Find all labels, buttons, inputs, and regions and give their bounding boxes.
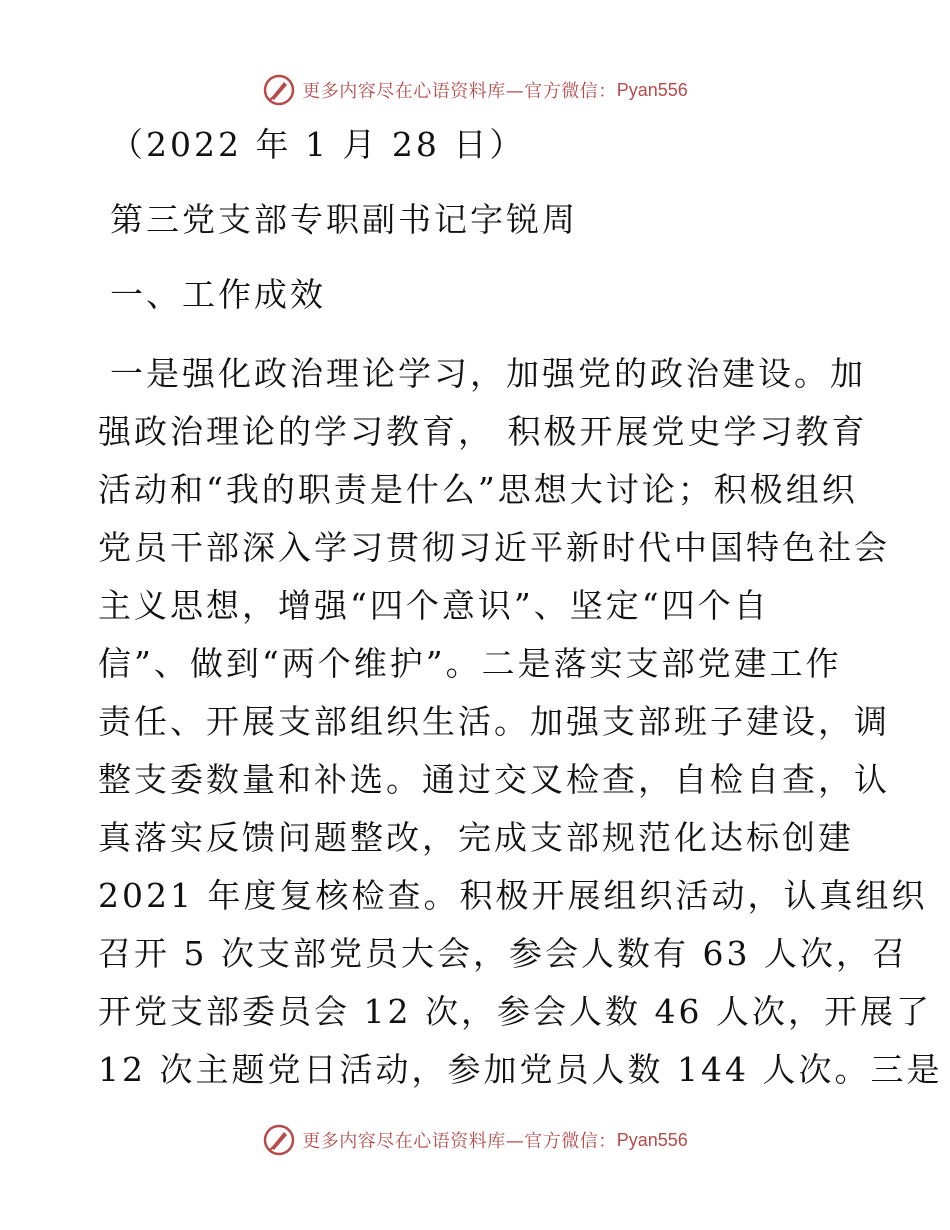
- body-line: 一是强化政治理论学习，加强党的政治建设。加: [110, 354, 866, 393]
- body-line: 活动和“我的职责是什么”思想大讨论；积极组织: [98, 470, 858, 509]
- body-line: 召开 5 次支部党员大会，参会人数有 63 人次，召: [98, 934, 908, 973]
- watermark-handle: Pyan556: [616, 1129, 688, 1150]
- watermark-text: 更多内容尽在心语资料库—官方微信：: [302, 81, 617, 102]
- document-date: （2022 年 1 月 28 日）: [110, 125, 526, 164]
- watermark-handle: Pyan556: [616, 79, 688, 100]
- document-author: 第三党支部专职副书记字锐周: [110, 200, 578, 239]
- quill-logo-icon: [262, 73, 296, 107]
- body-line: 强政治理论的学习教育， 积极开展党史学习教育: [98, 412, 868, 451]
- section-heading: 一、工作成效: [110, 275, 326, 314]
- body-line: 责任、开展支部组织生活。加强支部班子建设，调: [98, 702, 890, 741]
- body-line: 开党支部委员会 12 次，参会人数 46 人次，开展了: [98, 992, 932, 1031]
- body-line: 信”、做到“两个维护”。二是落实支部党建工作: [98, 644, 842, 683]
- body-line: 2021 年度复核检查。积极开展组织活动，认真组织: [98, 876, 928, 915]
- body-line: 12 次主题党日活动，参加党员人数 144 人次。三是: [98, 1050, 943, 1089]
- body-line: 整支委数量和补选。通过交叉检查，自检自查，认: [98, 760, 890, 799]
- body-line: 党员干部深入学习贯彻习近平新时代中国特色社会: [98, 528, 890, 567]
- watermark-footer: [0, 1120, 950, 1160]
- body-line: 真落实反馈问题整改，完成支部规范化达标创建: [98, 818, 854, 857]
- body-line: 主义思想，增强“四个意识”、坚定“四个自: [98, 586, 770, 625]
- watermark-text: 更多内容尽在心语资料库—官方微信：: [302, 1131, 617, 1152]
- quill-logo-icon: [262, 1123, 296, 1157]
- watermark-header: [0, 70, 950, 110]
